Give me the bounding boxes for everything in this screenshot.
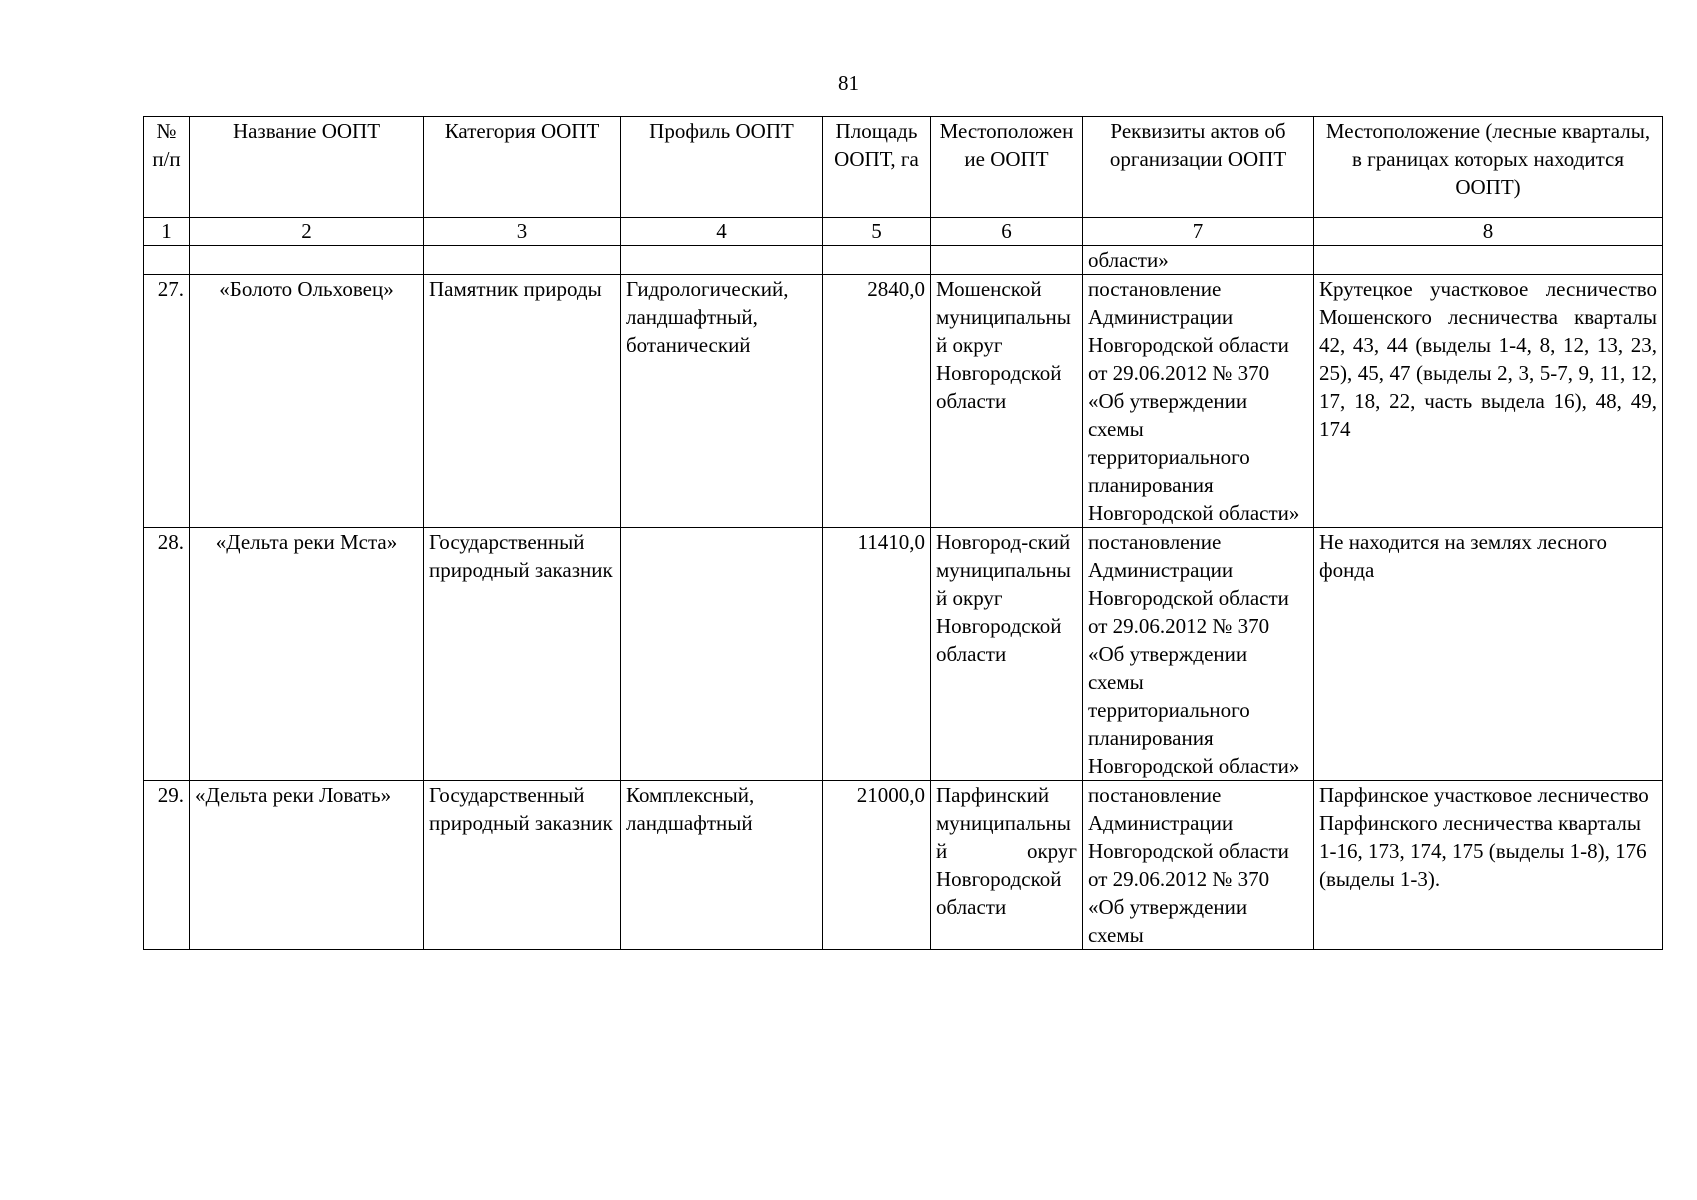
oopt-registry-table [143,116,1663,950]
oopt-profile: Гидрологический, ландшафтный, ботанический [621,275,823,528]
page-number: 81 [838,71,859,95]
row-number: 27. [144,275,190,528]
header-category: Категория ООПТ [424,117,621,218]
oopt-forest-quarters: Не находится на землях лесного фонда [1314,528,1663,781]
column-number: 1 [144,218,190,246]
oopt-name: «Болото Ольховец» [190,275,424,528]
table-row [144,275,1663,528]
column-number: 8 [1314,218,1663,246]
oopt-category: Государственный природный заказник [424,528,621,781]
column-number: 4 [621,218,823,246]
header-location: Местоположение ООПТ [931,117,1083,218]
header-forest: Местоположение (лесные кварталы, в границах которых находится ООПТ) [1314,117,1663,218]
continuation-acts: области» [1083,246,1314,275]
oopt-forest-quarters: Парфинское участковое лесничество Парфинского лесничества кварталы 1-16, 173, 174, 175 (выделы 1-8), 176 (выделы 1-3). [1314,781,1663,950]
header-acts: Реквизиты актов об организации ООПТ [1083,117,1314,218]
oopt-category: Государственный природный заказник [424,781,621,950]
table-row [144,528,1663,781]
column-number: 2 [190,218,424,246]
oopt-area: 21000,0 [823,781,931,950]
header-area: Площадь ООПТ, га [823,117,931,218]
oopt-forest-quarters: Крутецкое участковое лесничество Мошенского лесничества кварталы 42, 43, 44 (выделы 1-4, 8, 12, 13, 23, 25), 45, 47 (выделы 2, 3, 5-7, 9, 11, 12, 17, 18, 22, часть выдела 16), 48, 49, 174 [1314,275,1663,528]
row-number: 29. [144,781,190,950]
oopt-acts: постановление Администрации Новгородской области от 29.06.2012 № 370 «Об утверждении схемы территориального планирования Новгородской области» [1083,528,1314,781]
header-num: № п/п [144,117,190,218]
oopt-profile: Комплексный, ландшафтный [621,781,823,950]
oopt-area: 11410,0 [823,528,931,781]
header-profile: Профиль ООПТ [621,117,823,218]
header-name: Название ООПТ [190,117,424,218]
oopt-acts: постановление Администрации Новгородской области от 29.06.2012 № 370 «Об утверждении схемы [1083,781,1314,950]
oopt-profile [621,528,823,781]
oopt-location: Новгород-ский муниципальный округ Новгородской области [931,528,1083,781]
column-number-row [144,218,1663,246]
oopt-name: «Дельта реки Ловать» [190,781,424,950]
column-number: 3 [424,218,621,246]
oopt-location: Мошенской муниципальный округ Новгородской области [931,275,1083,528]
oopt-location: Парфинский муниципальный округ Новгородской области [931,781,1083,950]
table-header-row [144,117,1663,218]
column-number: 5 [823,218,931,246]
oopt-name: «Дельта реки Мста» [190,528,424,781]
column-number: 7 [1083,218,1314,246]
oopt-acts: постановление Администрации Новгородской области от 29.06.2012 № 370 «Об утверждении схемы территориального планирования Новгородской области» [1083,275,1314,528]
row-number: 28. [144,528,190,781]
oopt-category: Памятник природы [424,275,621,528]
table-row [144,781,1663,950]
oopt-area: 2840,0 [823,275,931,528]
column-number: 6 [931,218,1083,246]
continuation-row [144,246,1663,275]
